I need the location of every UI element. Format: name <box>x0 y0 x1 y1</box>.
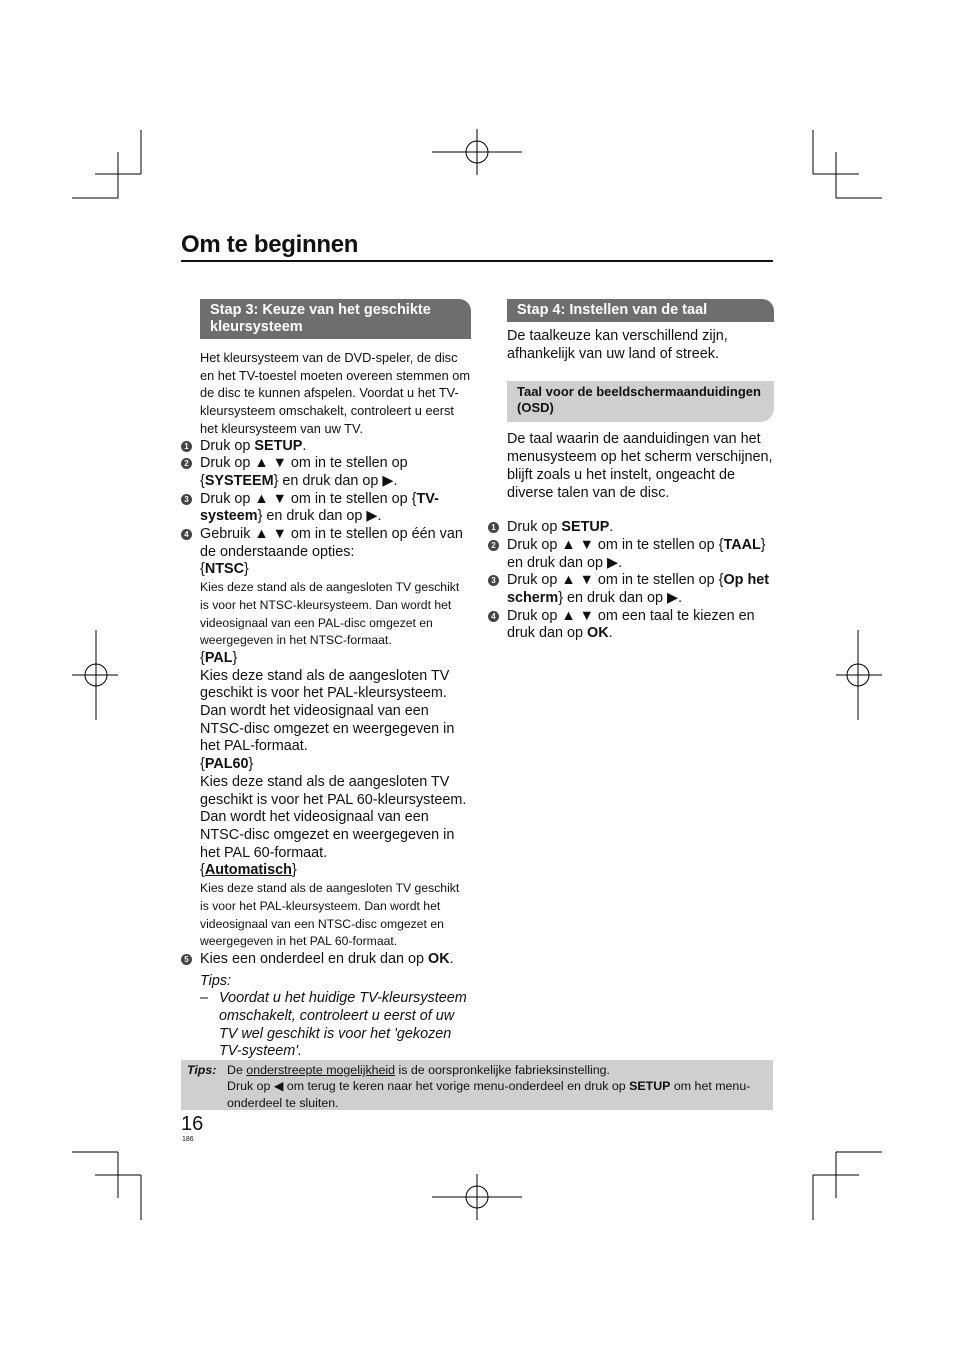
step-text: . <box>302 437 307 454</box>
right-column <box>488 299 774 643</box>
step-text: Druk op ▲ ▼ om in te stellen op { <box>200 455 408 489</box>
step-number-3: 3 <box>488 575 499 586</box>
step-key: TV-systeem <box>200 490 439 525</box>
step-number-1: 1 <box>488 522 499 533</box>
option-pal60: {PAL60} <box>200 756 254 773</box>
step4-intro: De taalkeuze kan verschillend zijn, afhankelijk van uw land of streek. <box>507 328 728 362</box>
step-number-3: 3 <box>181 494 192 505</box>
tips-key: SETUP <box>629 1079 671 1094</box>
step-text: Kies een onderdeel en druk dan op <box>200 950 429 967</box>
step3-item-2 <box>181 455 471 490</box>
step-key: SETUP <box>254 437 303 454</box>
option-pal: {PAL} <box>200 649 238 666</box>
step-key: OK <box>428 950 450 967</box>
option-ntsc-desc: Kies deze stand als de aangesloten TV geschikt is voor het NTSC-kleursysteem. Dan wordt het videosignaal van een PAL-disc omgezet en weergegeven in het NTSC-formaat. <box>200 580 460 648</box>
section-heading-step3: Stap 3: Keuze van het geschikte kleursysteem <box>200 299 471 339</box>
step-key: OK <box>587 625 609 642</box>
tips-label: Tips: <box>200 972 232 989</box>
option-name: PAL <box>204 649 233 666</box>
osd-intro: De taal waarin de aanduidingen van het menusysteem op het scherm verschijnen, blijft zoals u het instelt, ongeacht de diverse talen van de disc. <box>507 431 773 501</box>
step-key: SETUP <box>561 519 610 536</box>
page-number: 16 <box>181 1113 204 1135</box>
option-name: PAL60 <box>204 756 249 773</box>
tips-box-label: Tips: <box>187 1063 217 1077</box>
step3-item-5 <box>181 951 471 969</box>
step-text: Gebruik ▲ ▼ om in te stellen op één van de onderstaande opties: <box>200 526 463 560</box>
step4-item-2 <box>488 537 774 572</box>
option-name: Automatisch <box>204 862 292 879</box>
page-title: Om te beginnen <box>181 231 359 258</box>
step3-item-1 <box>181 438 471 456</box>
tips-text: Druk op ◀ om terug te keren naar het vorige menu-onderdeel en druk op <box>227 1079 630 1094</box>
step-key: Op het scherm <box>507 572 770 607</box>
left-column <box>181 299 471 1061</box>
tip-text: Voordat u het huidige TV-kleursysteem omschakelt, controleert u eerst of uw TV wel geschikt is voor het 'gekozen TV-systeem'. <box>219 990 467 1060</box>
step-number-5: 5 <box>181 954 192 965</box>
step-text: Druk op ▲ ▼ om in te stellen op { <box>507 536 724 553</box>
step4-list <box>488 519 774 643</box>
subheading-osd-language: Taal voor de beeldschermaanduidingen (OSD) <box>507 381 774 422</box>
step-number-2: 2 <box>488 540 499 551</box>
step-text: } en druk dan op ▶. <box>257 508 382 525</box>
step-text: Druk op <box>507 519 562 536</box>
tips-box-line-1 <box>227 1062 767 1078</box>
tips-box-body <box>227 1062 767 1111</box>
step-text: . <box>608 625 613 642</box>
option-ntsc: {NTSC} <box>200 561 249 578</box>
step3-item-3 <box>181 491 471 526</box>
tips-underlined: onderstreepte mogelijkheid <box>246 1063 396 1077</box>
step4-item-1 <box>488 519 774 537</box>
option-pal60-desc: Kies deze stand als de aangesloten TV geschikt is voor het PAL 60-kleursysteem. Dan wordt het videosignaal van een NTSC-disc omgezet en weergegeven in het PAL 60-formaat. <box>200 773 467 861</box>
step-number-2: 2 <box>181 458 192 469</box>
step-number-4: 4 <box>181 529 192 540</box>
step4-item-3 <box>488 572 774 607</box>
step-text: } en druk dan op ▶. <box>558 590 683 607</box>
step-number-1: 1 <box>181 441 192 452</box>
step3-intro: Het kleursysteem van de DVD-speler, de disc en het TV-toestel moeten overeen stemmen om de disc te kunnen afspelen. Voordat u het TV-kleursysteem omschakelt, controleert u eerst het kleursysteem van uw TV. <box>200 350 471 436</box>
step3-list <box>181 438 471 969</box>
title-rule <box>181 260 773 262</box>
step3-tips <box>181 973 471 1062</box>
step-text: } en druk dan op ▶. <box>507 536 766 571</box>
step-text: Druk op <box>200 437 255 454</box>
step4-item-4 <box>488 608 774 643</box>
option-pal-desc: Kies deze stand als de aangesloten TV geschikt is voor het PAL-kleursysteem. Dan wordt het videosignaal van een NTSC-disc omgezet en weergegeven in het PAL-formaat. <box>200 667 455 755</box>
step-number-4: 4 <box>488 611 499 622</box>
option-automatisch: {Automatisch} <box>200 862 297 879</box>
step-text: Druk op ▲ ▼ om een taal te kiezen en druk dan op <box>507 607 755 642</box>
step-text: . <box>609 519 614 536</box>
step-text: Druk op ▲ ▼ om in te stellen op { <box>507 572 724 589</box>
tips-text: De <box>227 1063 247 1077</box>
tips-box-line-2 <box>227 1078 767 1111</box>
option-name: NTSC <box>204 561 244 578</box>
tips-text: om het menu-onderdeel te sluiten. <box>227 1079 751 1110</box>
step-key: TAAL <box>723 536 761 553</box>
step-key: SYSTEEM <box>204 472 274 489</box>
step-text: Druk op ▲ ▼ om in te stellen op { <box>200 490 417 507</box>
tip-dash: – <box>200 990 209 1007</box>
option-automatisch-desc: Kies deze stand als de aangesloten TV geschikt is voor het PAL-kleursysteem. Dan wordt het videosignaal van een NTSC-disc omgezet en weergegeven in het PAL 60-formaat. <box>200 881 460 949</box>
page-sub-number: 186 <box>182 1136 194 1143</box>
section-heading-step4: Stap 4: Instellen van de taal <box>507 299 774 322</box>
tips-text: is de oorspronkelijke fabrieksinstelling. <box>395 1063 610 1077</box>
tip-item <box>200 990 471 1061</box>
tips-box <box>181 1060 773 1110</box>
step-text: } en druk dan op ▶. <box>273 472 398 489</box>
step3-item-4 <box>181 526 471 951</box>
step-text: . <box>449 950 454 967</box>
